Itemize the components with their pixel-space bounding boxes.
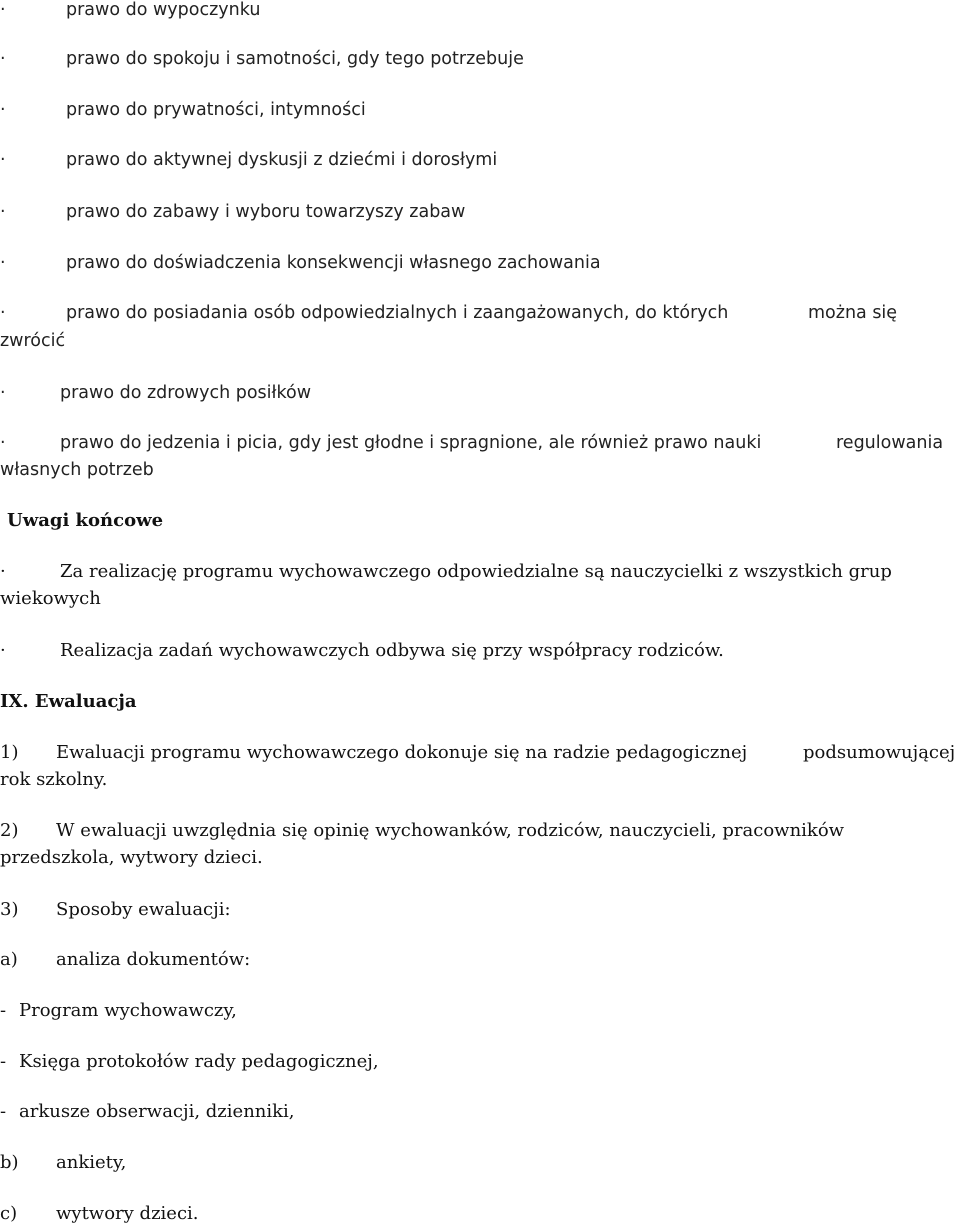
section-heading: IX. Ewaluacja (0, 691, 137, 712)
list-item-continuation: zwrócić (0, 331, 66, 351)
list-item-continuation: własnych potrzeb (0, 460, 154, 480)
section-heading: Uwagi końcowe (7, 510, 164, 531)
list-item-continuation: wiekowych (0, 588, 101, 609)
numbered-item-continuation: rok szkolny. (0, 769, 108, 790)
numbered-item-continuation: przedszkola, wytwory dzieci. (0, 847, 263, 868)
document-page: · prawo do wypoczynku · prawo do spokoju i samotności, gdy tego potrzebuje · prawo do prywatności, intymności · prawo do aktywnej dyskusji z dziećmi i dorosłymi · prawo do zabawy i wyboru towarzyszy zabaw · prawo do doświadczenia konsekwencji własnego zachowania · prawo do posiadania osób odpowiedzialnych i zaangażowanych, do których można się zwrócić · prawo do zdrowych posiłków · prawo do jedzenia i picia, gdy jest głodne i spragnione, ale również prawo nauki regulowania własnych potrzeb Uwagi końcowe · Za realizację programu wychowawczego odpowiedzialne są nauczycielki z wszystkich grup wiekowych · Realizacja zadań wychowawczych odbywa się przy współpracy rodziców. IX. Ewaluacja 1) Ewaluacji programu wychowawczego dokonuje się na radzie pedagogicznej podsumowującej rok szkolny. 2) W ewaluacji uwzględnia się opinię wychowanków, rodziców, nauczycieli, pracowników przedszkola, wytwory dzieci. 3) Sposoby ewaluacji: a) analiza dokumentów: - Program wychowawczy, - Księga protokołów rady pedagogicznej, - arkusze obserwacji, dzienniki, b) ankiety, c) wytwory dzieci. (0, 0, 956, 1224)
